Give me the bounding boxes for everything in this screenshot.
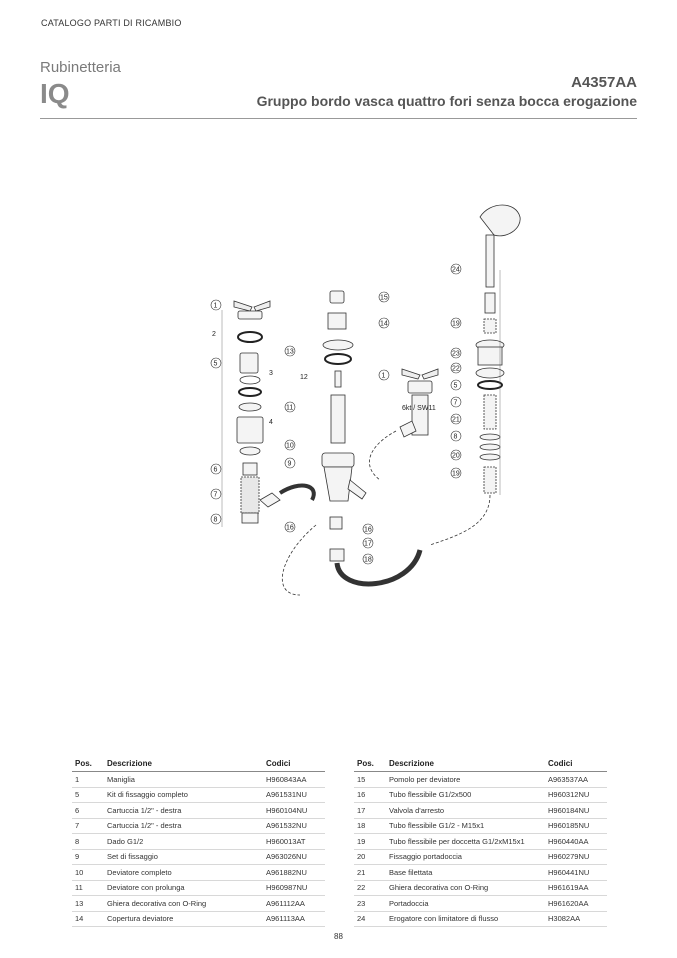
- col-pos: Pos.: [354, 757, 386, 772]
- connector-lower: [484, 467, 496, 493]
- cell-desc: Copertura deviatore: [104, 911, 263, 927]
- oring-13: [325, 354, 351, 364]
- sleeve-5: [240, 353, 258, 373]
- cell-code: H960013AT: [263, 834, 325, 850]
- cell-pos: 24: [354, 911, 386, 927]
- hose-lower-curve: [337, 550, 420, 584]
- elbow-left: [260, 493, 280, 507]
- cell-pos: 9: [72, 849, 104, 865]
- cover-14: [328, 313, 346, 329]
- oring-22: [478, 381, 502, 389]
- cell-desc: Erogatore con limitatore di flusso: [386, 911, 545, 927]
- cover-4: [237, 417, 263, 443]
- callout-text-20: 20: [452, 452, 460, 460]
- product-title: Gruppo bordo vasca quattro fori senza bocca erogazione: [256, 93, 637, 109]
- callout-text-2: 2: [212, 331, 216, 338]
- callout-text-23: 23: [452, 350, 460, 358]
- cell-desc: Tubo flessibile G1/2 - M15x1: [386, 818, 545, 834]
- handle-base-right: [408, 381, 432, 393]
- washer-20a: [480, 434, 500, 440]
- cell-code: A963026NU: [263, 849, 325, 865]
- cell-pos: 20: [354, 849, 386, 865]
- cell-pos: 1: [72, 772, 104, 788]
- table-row: [72, 865, 325, 881]
- cartridge-6: [243, 463, 257, 475]
- callout-text-4: 4: [269, 419, 273, 426]
- cell-code: A961531NU: [263, 787, 325, 803]
- cell-pos: 22: [354, 880, 386, 896]
- product-code: A4357AA: [571, 74, 637, 91]
- table-row: [72, 818, 325, 834]
- cell-code: A961112AA: [263, 896, 325, 912]
- table-row: [72, 772, 325, 788]
- hose-18-top: [330, 549, 344, 561]
- table-row: [72, 896, 325, 912]
- table-row: [354, 865, 607, 881]
- cell-code: H960843AA: [263, 772, 325, 788]
- catalog-label: CATALOGO PARTI DI RICAMBIO: [41, 18, 182, 28]
- col-code: Codici: [545, 757, 607, 772]
- table-header-row: [72, 757, 325, 772]
- callout-text-21: 21: [452, 416, 460, 424]
- washer-20c: [480, 454, 500, 460]
- col-desc: Descrizione: [104, 757, 263, 772]
- cell-code: H960104NU: [263, 803, 325, 819]
- callout-text-8: 8: [213, 516, 218, 524]
- parts-table-left: [72, 757, 325, 927]
- spring-19: [484, 319, 496, 333]
- cell-code: A961882NU: [263, 865, 325, 881]
- table-header-row: [354, 757, 607, 772]
- cell-desc: Base filettata: [386, 865, 545, 881]
- callout-text-15: 15: [380, 294, 388, 302]
- cell-code: H960441NU: [545, 865, 607, 881]
- shower-head-24: [480, 205, 520, 236]
- cell-pos: 5: [72, 787, 104, 803]
- cell-pos: 13: [72, 896, 104, 912]
- callout-text-16b: 16: [364, 526, 372, 534]
- cell-pos: 16: [354, 787, 386, 803]
- page-number: 88: [334, 932, 343, 941]
- connector-19: [485, 293, 495, 313]
- col-desc: Descrizione: [386, 757, 545, 772]
- cell-desc: Deviatore completo: [104, 865, 263, 881]
- callout-text-13: 13: [286, 348, 294, 356]
- table-row: [354, 818, 607, 834]
- cell-desc: Tubo flessibile per doccetta G1/2xM15x1: [386, 834, 545, 850]
- cell-desc: Kit di fissaggio completo: [104, 787, 263, 803]
- col-pos: Pos.: [72, 757, 104, 772]
- cell-pos: 7: [72, 818, 104, 834]
- cell-code: H960440AA: [545, 834, 607, 850]
- table-row: [354, 880, 607, 896]
- table-row: [72, 911, 325, 927]
- cell-pos: 14: [72, 911, 104, 927]
- table-row: [354, 911, 607, 927]
- cell-pos: 8: [72, 834, 104, 850]
- cell-pos: 23: [354, 896, 386, 912]
- cell-pos: 15: [354, 772, 386, 788]
- cell-desc: Cartuccia 1/2" - destra: [104, 818, 263, 834]
- hose-7: [241, 477, 259, 513]
- cell-desc: Tubo flessibile G1/2x500: [386, 787, 545, 803]
- callout-text-6: 6: [213, 466, 218, 474]
- threaded-21: [484, 395, 496, 429]
- table-row: [72, 787, 325, 803]
- callout-text-19a: 19: [452, 320, 460, 328]
- knob-15: [330, 291, 344, 303]
- nut-8: [242, 513, 258, 523]
- callout-text-22: 22: [452, 365, 460, 373]
- cell-desc: Set di fissaggio: [104, 849, 263, 865]
- callout-text-10: 10: [286, 442, 294, 450]
- callout-text-5: 5: [213, 360, 218, 368]
- cell-pos: 10: [72, 865, 104, 881]
- cell-code: H960987NU: [263, 880, 325, 896]
- callout-text-24: 24: [452, 266, 460, 274]
- cell-code: H960312NU: [545, 787, 607, 803]
- callout-text-8b: 8: [453, 433, 458, 441]
- table-row: [354, 896, 607, 912]
- table-row: [72, 880, 325, 896]
- callout-text-19b: 19: [452, 470, 460, 478]
- wrench-size-label: 6kt / SW11: [402, 405, 436, 412]
- parts-table-right: [354, 757, 607, 927]
- callout-text-1: 1: [213, 302, 218, 310]
- cell-desc: Portadoccia: [386, 896, 545, 912]
- cell-desc: Valvola d'arresto: [386, 803, 545, 819]
- handle-cross-left: [234, 301, 270, 311]
- table-row: [72, 849, 325, 865]
- cell-pos: 11: [72, 880, 104, 896]
- callout-text-7: 7: [213, 491, 218, 499]
- body-branch: [348, 480, 366, 499]
- table-row: [72, 834, 325, 850]
- cell-code: H961619AA: [545, 880, 607, 896]
- nut-left: [240, 447, 260, 455]
- table-row: [72, 803, 325, 819]
- washer-left-a: [240, 376, 260, 384]
- callout-text-7b: 7: [453, 399, 458, 407]
- callout-text-3: 3: [269, 370, 273, 377]
- holder-23: [478, 347, 502, 365]
- handle-cross-right: [402, 369, 438, 379]
- callout-text-1b: 1: [381, 372, 386, 380]
- cell-code: H960184NU: [545, 803, 607, 819]
- cell-pos: 6: [72, 803, 104, 819]
- table-row: [354, 803, 607, 819]
- cell-code: A961532NU: [263, 818, 325, 834]
- handle-base-left: [238, 311, 262, 319]
- cell-pos: 17: [354, 803, 386, 819]
- cell-desc: Cartuccia 1/2" - destra: [104, 803, 263, 819]
- cell-desc: Deviatore con prolunga: [104, 880, 263, 896]
- table-row: [354, 787, 607, 803]
- body-lower: [324, 467, 352, 501]
- spindle-12: [335, 371, 341, 387]
- callout-text-12: 12: [300, 374, 308, 381]
- cell-desc: Ghiera decorativa con O-Ring: [386, 880, 545, 896]
- cell-code: A961113AA: [263, 911, 325, 927]
- cell-pos: 18: [354, 818, 386, 834]
- header-rule: [40, 118, 637, 119]
- diverter-11: [331, 395, 345, 443]
- cell-desc: Dado G1/2: [104, 834, 263, 850]
- oring-2: [238, 332, 262, 342]
- washer-left-b: [239, 403, 261, 411]
- table-row: [354, 834, 607, 850]
- shower-stem: [486, 235, 494, 287]
- ring-13: [323, 340, 353, 350]
- callout-text-11: 11: [286, 404, 294, 412]
- washer-20b: [480, 444, 500, 450]
- hose-right-dashed: [369, 431, 396, 480]
- cell-pos: 19: [354, 834, 386, 850]
- cell-code: H3082AA: [545, 911, 607, 927]
- cell-code: H961620AA: [545, 896, 607, 912]
- oring-left: [239, 388, 261, 396]
- col-code: Codici: [263, 757, 325, 772]
- exploded-diagram: [190, 195, 530, 615]
- hose-16-left: [282, 525, 316, 595]
- cell-code: H960279NU: [545, 849, 607, 865]
- callout-text-17: 17: [364, 540, 372, 548]
- callout-text-5b: 5: [453, 382, 458, 390]
- hose-left-curve: [280, 486, 314, 500]
- cell-desc: Pomolo per deviatore: [386, 772, 545, 788]
- body-9: [322, 453, 354, 467]
- cell-code: H960185NU: [545, 818, 607, 834]
- shower-hose: [430, 495, 490, 545]
- callout-text-16a: 16: [286, 524, 294, 532]
- callout-text-18: 18: [364, 556, 372, 564]
- valve-17: [330, 517, 342, 529]
- cell-desc: Fissaggio portadoccia: [386, 849, 545, 865]
- brand-main: IQ: [40, 78, 70, 109]
- callout-text-14: 14: [380, 320, 388, 328]
- cell-pos: 21: [354, 865, 386, 881]
- table-row: [354, 849, 607, 865]
- callout-text-9: 9: [287, 460, 292, 468]
- cell-desc: Ghiera decorativa con O-Ring: [104, 896, 263, 912]
- table-row: [354, 772, 607, 788]
- brand-sub: Rubinetteria: [40, 59, 121, 76]
- cell-desc: Maniglia: [104, 772, 263, 788]
- cell-code: A963537AA: [545, 772, 607, 788]
